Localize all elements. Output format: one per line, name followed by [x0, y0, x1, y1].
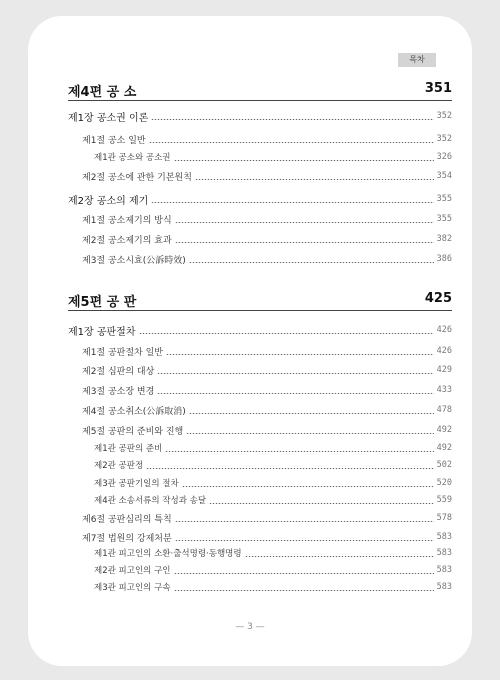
toc-entry-page: 326: [436, 152, 452, 162]
toc-entry[interactable]: [82, 212, 452, 226]
toc-entry-page: 352: [436, 111, 452, 121]
part-heading-4: [68, 81, 452, 101]
toc-entry-label: 제2절 공소에 관한 기본원칙: [82, 172, 192, 183]
toc-entry-page: 429: [436, 365, 452, 375]
toc-entry[interactable]: [94, 493, 452, 507]
toc-entry-label: 제2절 심판의 대상: [82, 366, 155, 377]
toc-entry-page: 382: [436, 234, 452, 244]
toc-entry[interactable]: [94, 150, 452, 164]
toc-entry[interactable]: [82, 383, 452, 397]
toc-entry-label: 제3절 공소시효(公訴時效): [82, 255, 186, 266]
toc-entry-page: 354: [436, 171, 452, 181]
toc-entry-page: 355: [436, 214, 452, 224]
toc-entry[interactable]: [94, 458, 452, 472]
toc-entry-label: 제1장 공소권 이론: [68, 112, 149, 124]
leader-dots: [174, 590, 434, 591]
toc-entry[interactable]: [82, 363, 452, 377]
document-page: [28, 16, 472, 666]
leader-dots: [146, 468, 433, 469]
toc-entry[interactable]: [94, 563, 452, 577]
leader-dots: [182, 486, 434, 487]
toc-entry[interactable]: [68, 323, 452, 337]
leader-dots: [245, 556, 434, 557]
toc-entry[interactable]: [82, 169, 452, 183]
toc-entry-label: 제6절 공판심리의 특칙: [82, 514, 172, 525]
part-title: 제5편 공 판: [68, 295, 137, 310]
leader-dots: [189, 413, 434, 414]
part-title: 제4편 공 소: [68, 85, 137, 100]
leader-dots: [151, 119, 433, 120]
toc-entry-page: 583: [436, 565, 452, 575]
toc-entry[interactable]: [68, 109, 452, 123]
toc-entry-page: 426: [436, 325, 452, 335]
toc-entry[interactable]: [94, 441, 452, 455]
page-number: — 3 —: [235, 622, 265, 632]
leader-dots: [166, 354, 434, 355]
toc-entry-label: 제3관 공판기일의 절차: [94, 479, 179, 489]
part-page: 425: [424, 291, 452, 306]
toc-entry-label: 제4관 소송서류의 작성과 송달: [94, 496, 207, 506]
toc-entry-page: 583: [436, 532, 452, 542]
toc-entry-label: 제1절 공소 일반: [82, 135, 146, 146]
toc-entry[interactable]: [82, 344, 452, 358]
leader-dots: [186, 433, 433, 434]
toc-entry-page: 578: [436, 513, 452, 523]
toc-entry-label: 제4절 공소취소(公訴取消): [82, 406, 186, 417]
toc-entry[interactable]: [82, 403, 452, 417]
toc-badge: 목차: [398, 53, 436, 67]
toc-entry-page: 502: [436, 460, 452, 470]
leader-dots: [174, 573, 434, 574]
leader-dots: [175, 222, 434, 223]
leader-dots: [174, 160, 434, 161]
part-page: 351: [424, 81, 452, 96]
leader-dots: [165, 451, 433, 452]
part-heading-5: [68, 291, 452, 311]
leader-dots: [149, 142, 434, 143]
toc-entry-page: 426: [436, 346, 452, 356]
toc-entry[interactable]: [94, 476, 452, 490]
leader-dots: [209, 503, 434, 504]
toc-entry-label: 제1절 공소제기의 방식: [82, 215, 172, 226]
toc-entry-page: 386: [436, 254, 452, 264]
leader-dots: [157, 373, 433, 374]
leader-dots: [157, 393, 433, 394]
toc-entry-label: 제7절 법원의 강제처분: [82, 533, 172, 544]
toc-entry-label: 제1관 공소와 공소권: [94, 153, 171, 163]
toc-entry-page: 355: [436, 194, 452, 204]
toc-entry-label: 제1절 공판절차 일반: [82, 347, 164, 358]
toc-entry-page: 559: [436, 495, 452, 505]
toc-entry[interactable]: [82, 423, 452, 437]
toc-entry[interactable]: [82, 252, 452, 266]
toc-entry-label: 제2관 피고인의 구인: [94, 566, 171, 576]
toc-entry[interactable]: [82, 511, 452, 525]
toc-entry[interactable]: [82, 530, 452, 544]
leader-dots: [175, 521, 434, 522]
toc-entry[interactable]: [94, 580, 452, 594]
toc-entry[interactable]: [68, 192, 452, 206]
toc-entry-page: 352: [436, 134, 452, 144]
toc-entry-label: 제1관 공판의 준비: [94, 444, 163, 454]
toc-entry-page: 433: [436, 385, 452, 395]
toc-entry-label: 제3절 공소장 변경: [82, 386, 155, 397]
toc-entry-page: 583: [436, 548, 452, 558]
toc-entry-page: 520: [436, 478, 452, 488]
toc-entry-page: 492: [436, 443, 452, 453]
toc-entry-label: 제2장 공소의 제기: [68, 195, 149, 207]
toc-entry[interactable]: [94, 546, 452, 560]
leader-dots: [189, 262, 434, 263]
leader-dots: [175, 540, 434, 541]
toc-entry[interactable]: [82, 232, 452, 246]
toc-entry-label: 제1관 피고인의 소환·출석명령·동행명령: [94, 549, 242, 559]
toc-entry-page: 583: [436, 582, 452, 592]
toc-entry-label: 제1장 공판절차: [68, 326, 136, 338]
toc-entry-label: 제5절 공판의 준비와 진행: [82, 426, 184, 437]
toc-entry-label: 제3관 피고인의 구속: [94, 583, 171, 593]
toc-entry-page: 478: [436, 405, 452, 415]
leader-dots: [175, 242, 434, 243]
toc-entry-label: 제2관 공판정: [94, 461, 144, 471]
toc-entry-label: 제2절 공소제기의 효과: [82, 235, 172, 246]
leader-dots: [195, 179, 434, 180]
toc-entry[interactable]: [82, 132, 452, 146]
leader-dots: [151, 202, 433, 203]
toc-entry-page: 492: [436, 425, 452, 435]
leader-dots: [139, 333, 434, 334]
